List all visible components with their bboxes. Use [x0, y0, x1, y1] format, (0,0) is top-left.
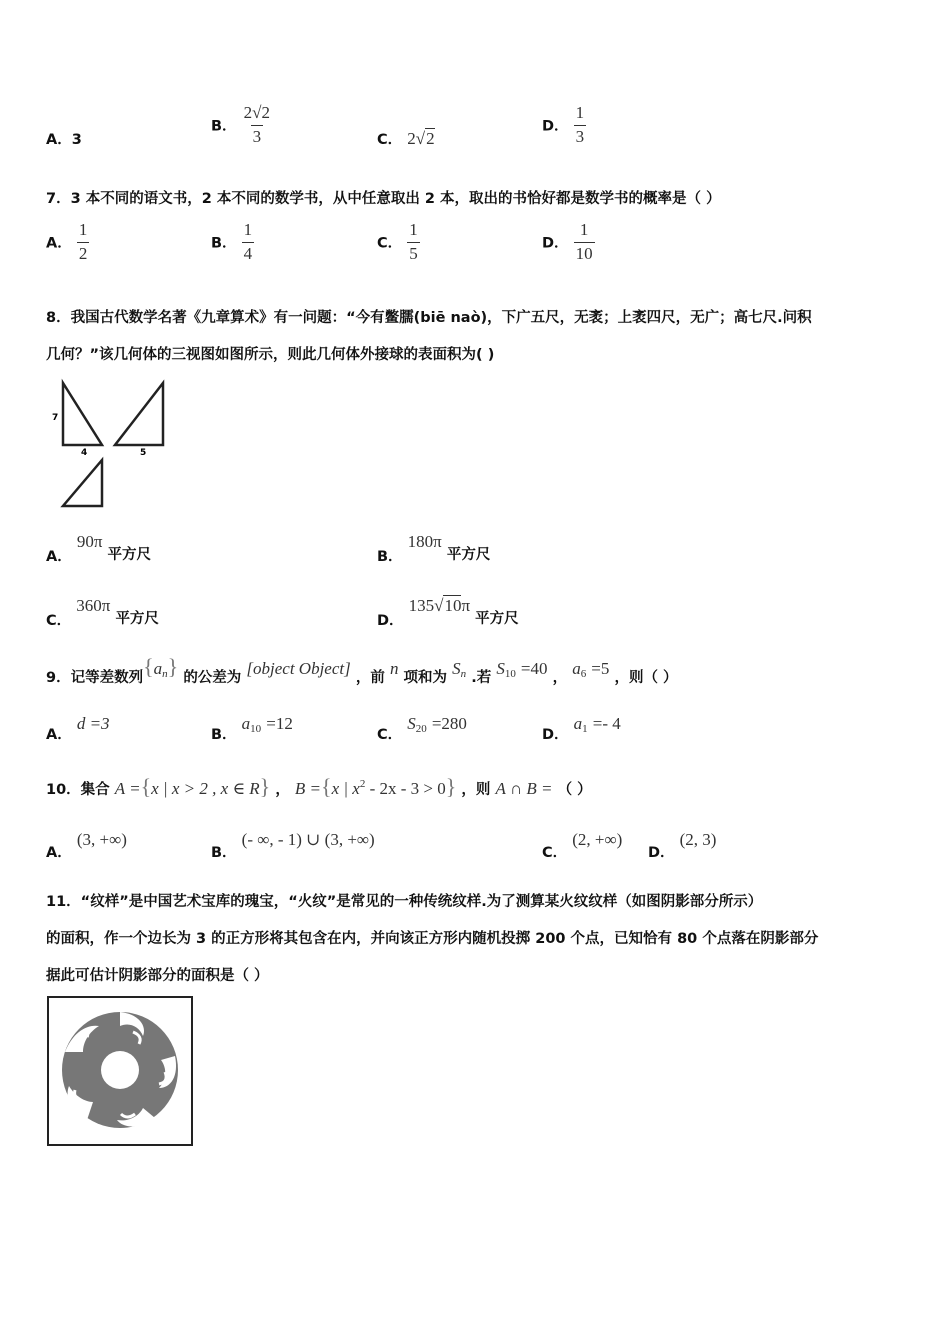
q7-b-letter: B．	[211, 235, 237, 252]
q10-option-c[interactable]	[542, 830, 622, 862]
q6-option-a[interactable]	[46, 128, 82, 149]
q10-b-value: (- ∞, - 1) ∪ (3, +∞)	[241, 830, 375, 849]
q6-option-b[interactable]	[211, 104, 272, 146]
q8-option-c[interactable]	[46, 596, 159, 630]
q7-d-fraction: $\frac{1}{10}$	[575, 220, 593, 263]
q10-b-letter: B．	[211, 845, 237, 861]
q7-stem: 7．3 本不同的语文书，2 本不同的数学书，从中任意取出 2 本，取出的书恰好都是数学书的概率是（ ）	[46, 191, 721, 207]
q9-c-letter: C．	[377, 727, 403, 743]
q6-a-value: 3	[71, 132, 82, 148]
q8-c-letter: C．	[46, 613, 72, 629]
q6-d-numerator: 1	[575, 103, 585, 122]
q7-a-fraction: $\frac{1}{2}$	[78, 220, 88, 263]
label-height-7: 7	[52, 413, 59, 423]
q8-d-value: 135√10π	[408, 596, 471, 615]
q10-option-a[interactable]	[46, 830, 127, 862]
q9-b-value: =12	[266, 714, 293, 733]
q10-d-letter: D．	[648, 845, 675, 861]
q7-option-b[interactable]	[211, 221, 254, 263]
q8-d-letter: D．	[377, 613, 404, 629]
q8-c-unit: 平方尺	[115, 611, 159, 627]
q11-stem-line3: 据此可估计阴影部分的面积是（ ）	[46, 968, 269, 984]
q8-a-unit: 平方尺	[107, 547, 152, 563]
q10-c-value: (2, +∞)	[572, 830, 623, 849]
q11-stem-line2: 的面积，作一个边长为 3 的正方形将其包含在内，并向该正方形内随机投掷 200 个点，已知恰有 80 个点落在阴影部分	[46, 931, 819, 947]
q10-option-b[interactable]	[211, 830, 375, 862]
fire-pattern-figure	[47, 996, 194, 1147]
q10-a-value: (3, +∞)	[76, 830, 127, 849]
q6-b-numerator: 2√2	[243, 103, 270, 122]
q9-a-letter: A．	[46, 727, 72, 743]
q6-b-letter: B．	[211, 118, 237, 135]
q6-c-value: 2√2	[407, 129, 435, 148]
q8-option-b[interactable]	[377, 532, 490, 566]
q8-c-value: 360π	[76, 596, 111, 615]
three-view-figure	[48, 378, 173, 514]
q9-a-value: d =3	[76, 714, 110, 733]
q10-option-d[interactable]	[648, 830, 716, 862]
q6-option-c[interactable]	[377, 128, 435, 149]
q7-b-fraction: $\frac{1}{4}$	[243, 220, 253, 263]
q8-b-value: 180π	[407, 532, 442, 551]
label-width-4: 4	[81, 448, 88, 458]
q8-d-unit: 平方尺	[475, 611, 519, 627]
q7-d-letter: D．	[542, 235, 569, 252]
q9-option-a[interactable]	[46, 714, 110, 744]
q9-d-value: =- 4	[592, 714, 621, 733]
q6-b-denominator: 3	[252, 126, 262, 146]
q8-b-letter: B．	[377, 549, 403, 565]
q6-a-letter: A．	[46, 132, 72, 148]
q6-d-letter: D．	[542, 118, 569, 135]
q9-option-d[interactable]: D． $a_1 =- 4$	[542, 714, 621, 743]
q7-c-fraction: $\frac{1}{5}$	[409, 220, 418, 263]
q7-option-d[interactable]	[542, 221, 595, 263]
q8-a-letter: A．	[46, 549, 72, 565]
q9-b-letter: B．	[211, 727, 237, 743]
q9-option-b[interactable]: B． $a_{10} =12$	[211, 714, 293, 743]
q9-stem: 9．记等差数列$\{a_n\}$ 的公差为 [object Object] ，前 n 项和为 $S_n$ .若 $S_{10} =40$ ， $a_6 =5$ ，则（ ）	[46, 654, 678, 686]
q9-d-letter: D．	[542, 727, 569, 743]
q7-option-a[interactable]	[46, 221, 89, 263]
q10-d-value: (2, 3)	[679, 830, 717, 849]
q6-d-denominator: 3	[575, 126, 585, 146]
q6-c-letter: C．	[377, 132, 403, 148]
q7-c-letter: C．	[377, 235, 403, 252]
q8-option-a[interactable]	[46, 532, 151, 566]
q8-option-d[interactable]	[377, 596, 519, 630]
front-view-triangle	[63, 383, 102, 445]
q8-stem-line2: 几何？”该几何体的三视图如图所示，则此几何体外接球的表面积为( )	[46, 347, 495, 363]
top-view-triangle	[63, 460, 102, 506]
q6-d-fraction	[574, 104, 587, 146]
q9-c-value: =280	[431, 714, 467, 733]
q8-stem-line1: 8．我国古代数学名著《九章算术》有一问题：“今有鳖臑(biē naò)，下广五尺，无袤；上袤四尺，无广；高七尺.问积	[46, 310, 812, 326]
q11-stem-line1: 11．“纹样”是中国艺术宝库的瑰宝，“火纹”是常见的一种传统纹样.为了测算某火纹纹样（如图阴影部分所示）	[46, 894, 763, 910]
q10-a-letter: A．	[46, 845, 72, 861]
q10-stem: 10．集合 A ={x | x > 2 , x ∈ R} ， B ={x | $x^2 - 2x - 3 > 0$} ，则 A ∩ B = （ ）	[46, 774, 592, 799]
side-view-triangle	[115, 383, 163, 445]
fire-pattern-center-hole	[101, 1051, 139, 1089]
q6-b-fraction	[242, 104, 272, 146]
q8-a-value: 90π	[76, 532, 103, 551]
q10-c-letter: C．	[542, 845, 568, 861]
q9-option-c[interactable]: C． $S_{20} =280$	[377, 714, 467, 743]
q7-a-letter: A．	[46, 235, 72, 252]
q6-option-d[interactable]	[542, 104, 586, 146]
q7-option-c[interactable]	[377, 221, 420, 263]
label-width-5: 5	[140, 448, 147, 458]
q8-b-unit: 平方尺	[446, 547, 491, 563]
